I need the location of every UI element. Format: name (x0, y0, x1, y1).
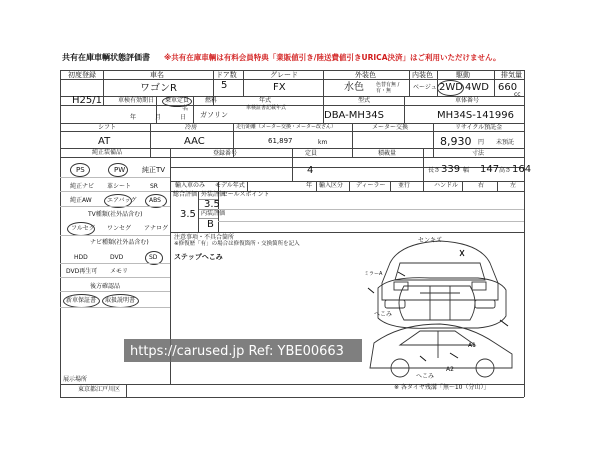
label-ac: 冷房 (185, 124, 198, 131)
grade-value: FX (273, 82, 286, 93)
width-label: 幅 (463, 167, 470, 174)
color-value: 水色 (344, 82, 364, 93)
display-label: 展示場所 (63, 376, 88, 383)
diagram-label-dent: へこみ (416, 373, 435, 380)
equip-sr: SR (150, 183, 158, 190)
handle-left: 左 (510, 182, 517, 189)
interior-value: ベージュ (413, 84, 437, 91)
watermark-banner (124, 339, 362, 362)
model-year-note: 車検証書記載年式 (246, 105, 287, 111)
model-value: DBA-MH34S (324, 110, 385, 121)
overall-grade: 3.5 (180, 209, 196, 220)
label-interior-grade: 内装評価 (201, 210, 226, 217)
tire-note: ※ 各タイヤ残溝「無～10（分山）」 (394, 384, 490, 391)
fuel-value: ガソリン (200, 111, 228, 119)
label-navi-type: ナビ種類(社外品含む) (90, 239, 149, 246)
drive-2wd-circle (437, 80, 464, 96)
drive-4wd: 4WD (465, 82, 489, 93)
notes-title: 注意事項・不具合箇所 (174, 234, 235, 241)
import-class: 輸入区分 (319, 182, 344, 189)
displacement-value: 660 (498, 82, 518, 93)
color-change-note: 色替有無 / 有・無 (376, 82, 400, 94)
label-shift: シフト (98, 124, 117, 131)
label-dimensions: 寸法 (472, 150, 485, 157)
navi-sd: SD (149, 254, 158, 261)
rear-camera: 後方確認品 (90, 283, 121, 290)
first-reg-value: H25/1 (72, 95, 102, 106)
mileage-unit: km (318, 139, 328, 146)
handle-right: 右 (478, 182, 485, 189)
height-label: 高さ (499, 167, 512, 174)
import-model-year: モデル年式 (215, 182, 245, 189)
header-notice: ※共有在庫車輌は有料会員特典「業販値引き/陸送費値引きURICA決済」はご利用いただけません。 (164, 53, 501, 62)
diagram-label-a2: A2 (446, 366, 454, 373)
sales-point-label: セールスポイント (222, 191, 270, 198)
diagram-label-center: センキズ (418, 237, 442, 244)
label-interior: 内装色 (412, 71, 433, 79)
navi-hdd: HDD (74, 254, 88, 261)
equip-ps: PS (76, 166, 85, 174)
watermark-text: https://carused.jp Ref: YBE00663 (130, 344, 344, 359)
interior-grade: B (207, 219, 214, 230)
label-color: 外装色 (355, 71, 376, 79)
navi-dvd: DVD (110, 254, 124, 261)
label-chassis: 車体番号 (455, 97, 480, 104)
label-model: 型式 (358, 97, 371, 104)
equip-navi: 純正ナビ (70, 183, 95, 190)
equip-pw: PW (114, 166, 126, 174)
label-reg-no: 登録番号 (213, 150, 238, 157)
key-warranty-circle (63, 294, 100, 308)
inspection-year-unit: 年 (130, 114, 137, 121)
label-inspection: 車検有効期日 (118, 97, 155, 104)
tv-oneseg: ワンセグ (107, 225, 132, 232)
length-label: 長さ (428, 167, 441, 174)
drive-2wd: 2WD (439, 82, 463, 93)
label-fuel: 燃料 (205, 97, 218, 104)
cc-unit: cc (514, 91, 521, 98)
dvd-memory: メモリ (110, 268, 129, 275)
label-mileage: 走行距離（メーター交換・メーター改ざん） (236, 124, 337, 130)
label-drive: 駆動 (456, 71, 470, 79)
passengers-unit: 名 (182, 105, 189, 112)
key-manual: 取扱説明書 (105, 297, 136, 304)
label-grade: グレード (270, 71, 298, 79)
inspection-month-unit: 月 (155, 114, 162, 121)
diagram-label-a1: A1 (468, 342, 476, 349)
import-only: 輸入車のみ (175, 182, 206, 189)
diagram-label-dent2: へこみ (374, 311, 393, 318)
equip-leather: 革シート (107, 183, 132, 190)
chassis-value: MH34S-141996 (437, 110, 515, 121)
label-meter: メーター交換 (372, 124, 409, 131)
label-load: 積載量 (378, 150, 397, 157)
handle-label: ハンドル (434, 182, 459, 189)
car-damage-diagram (360, 228, 524, 384)
label-tv-type: TV種類(社外品含む) (88, 211, 143, 218)
document-title: 共有在庫車輌状態評価書 (62, 53, 150, 62)
equip-airbag: エアバッグ (107, 197, 137, 204)
capacity-value: 4 (307, 165, 314, 176)
notes-step: ステップへこみ (174, 253, 223, 261)
label-equipment: 純正装備品 (92, 149, 123, 156)
tv-fullseg-circle (67, 222, 95, 236)
height-value: 164 (512, 164, 532, 175)
import-year-unit: 年 (306, 182, 313, 189)
label-first-reg: 初度登録 (68, 71, 96, 79)
display-location: 東京都江戸川区 (78, 386, 121, 393)
doors-value: 5 (221, 80, 228, 91)
equip-aw: 純正AW (70, 197, 92, 204)
mileage-value: 61,897 (268, 137, 293, 145)
equip-abs: ABS (149, 197, 161, 204)
tv-fullseg: フルセグ (71, 225, 95, 232)
diagram-label-mirror: ミラーA (364, 271, 383, 277)
key-manual-circle (102, 294, 139, 308)
label-doors: ドア数 (216, 71, 237, 79)
import-parallel: 並行 (398, 182, 411, 189)
label-recycle: リサイクル預託金 (455, 124, 503, 131)
shift-value: AT (98, 136, 111, 147)
ac-value: AAC (184, 136, 205, 147)
equip-tv: 純正TV (142, 166, 166, 174)
key-warranty: 新車保証書 (66, 297, 97, 304)
deposit-status: 未預託 (496, 139, 515, 146)
notes-legend: ※修復歴「有」の場合は修復箇所・交換箇所を記入 (174, 241, 300, 247)
equip-pw-circle (108, 163, 128, 177)
tv-analog: アナログ (144, 225, 169, 232)
dvd-playback: DVD再生可 (66, 268, 98, 275)
label-model-year: 年式 (259, 97, 272, 104)
car-name-value: ワゴンR (140, 83, 177, 94)
label-car-name: 車名 (150, 71, 164, 79)
equip-ps-circle (70, 163, 90, 177)
label-exterior: 外装評価 (201, 191, 226, 198)
label-capacity: 定員 (305, 150, 318, 157)
label-overall: 総合評価 (173, 191, 198, 198)
import-dealer: ディーラー (356, 182, 386, 189)
label-passengers: 乗車定員 (165, 97, 190, 104)
width-value: 147 (480, 164, 500, 175)
inspection-day-unit: 日 (180, 114, 187, 121)
label-displacement: 排気量 (501, 71, 522, 79)
recycle-value: 8,930 (440, 135, 472, 148)
length-value: 339 (441, 164, 461, 175)
recycle-unit: 円 (478, 139, 485, 146)
exterior-grade: 3.5 (204, 199, 220, 210)
